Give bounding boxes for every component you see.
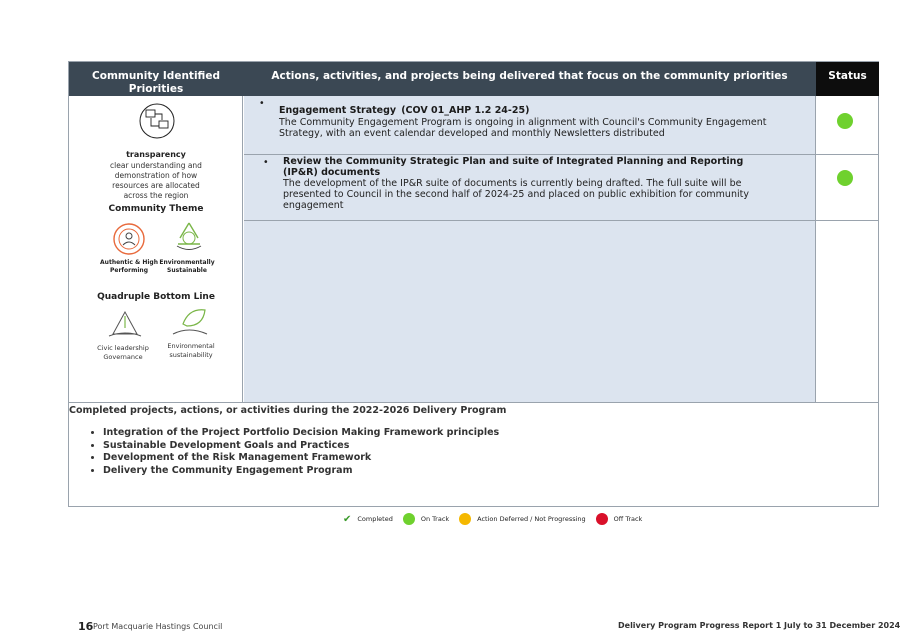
legend-off-track: Off Track xyxy=(613,515,643,523)
community-theme-label: Community Theme xyxy=(108,204,204,214)
action-row: • Engagement Strategy (COV 01_AHP 1.2 24-25) The Community Engagement Program is ongoing in alignment with Council's Community Engagement Strategy, with an event calendar developed and monthly Newsletters distributed xyxy=(244,96,816,155)
check-icon: ✔ xyxy=(343,513,352,525)
priority-title: transparency xyxy=(126,150,186,159)
footer-organisation: Port Macquarie Hastings Council xyxy=(93,622,223,631)
action-description: The development of the IP&R suite of documents is currently being drafted. The full suite will be presented to Council in the second half of 2024-25 and placed on public exhibition for community engagement xyxy=(283,178,749,211)
action-row: • Review the Community Strategic Plan and suite of Integrated Planning and Reporting (IP&R) documents The development of the IP&R suite of documents is currently being drafted. The full suite will be presented to Council in the second half of 2024-25 and placed on public exhibition for community engagement xyxy=(244,155,816,221)
priority-description: clear understanding and demonstration of how resources are allocated across the region xyxy=(110,161,202,200)
list-item: • Sustainable Development Goals and Practices xyxy=(103,440,499,453)
qbl-environmental-label: Environmental sustainability xyxy=(167,342,215,359)
action-title: Review the Community Strategic Plan and suite of Integrated Planning and Reporting (IP&R) documents xyxy=(283,156,744,178)
theme-environment-label: Environmentally Sustainable xyxy=(159,259,215,274)
completed-title: Completed projects, actions, or activities during the 2022-2026 Delivery Program xyxy=(69,405,507,416)
priorities-table xyxy=(68,61,879,507)
page-number: 16 xyxy=(78,620,94,633)
action-description: The Community Engagement Program is ongoing in alignment with Council's Community Engagement Strategy, with an event calendar developed and monthly Newsletters distributed xyxy=(279,117,767,139)
legend-on-track-dot xyxy=(403,513,415,525)
completed-section xyxy=(69,402,878,506)
legend-off-track-dot xyxy=(596,513,608,525)
list-item: • Integration of the Project Portfolio Decision Making Framework principles xyxy=(103,427,499,440)
list-item: • Delivery the Community Engagement Program xyxy=(103,465,499,478)
legend-deferred-dot xyxy=(459,513,471,525)
status-on-track-dot xyxy=(837,113,853,129)
action-title: Engagement Strategy xyxy=(279,105,397,116)
action-code: (COV 01_AHP 1.2 24-25) xyxy=(401,105,530,116)
legend-completed: Completed xyxy=(357,515,393,523)
transparency-icon xyxy=(135,102,179,140)
environmental-sustainability-icon xyxy=(169,306,211,340)
status-column xyxy=(816,96,878,402)
list-item: • Development of the Risk Management Framework xyxy=(103,452,499,465)
legend-on-track: On Track xyxy=(420,515,450,523)
status-on-track-dot xyxy=(837,170,853,186)
priorities-column xyxy=(69,96,243,402)
theme-authentic-label: Authentic & High Performing xyxy=(100,259,158,274)
status-legend xyxy=(343,513,642,525)
header-community-priorities: Community Identified Priorities xyxy=(69,62,243,96)
qbl-civic-label: Civic leadership Governance xyxy=(97,344,149,361)
header-actions: Actions, activities, and projects being delivered that focus on the community priorities xyxy=(243,62,816,96)
header-status: Status xyxy=(816,62,879,96)
footer-report-title: Delivery Program Progress Report 1 July to 31 December 2024 xyxy=(618,621,901,630)
environmentally-sustainable-icon xyxy=(171,220,207,256)
actions-column xyxy=(244,96,816,402)
qbl-label: Quadruple Bottom Line xyxy=(97,292,215,302)
completed-list xyxy=(87,427,499,477)
legend-deferred: Action Deferred / Not Progressing xyxy=(477,515,586,523)
civic-leadership-icon xyxy=(105,308,145,342)
authentic-high-performing-icon xyxy=(112,222,146,256)
